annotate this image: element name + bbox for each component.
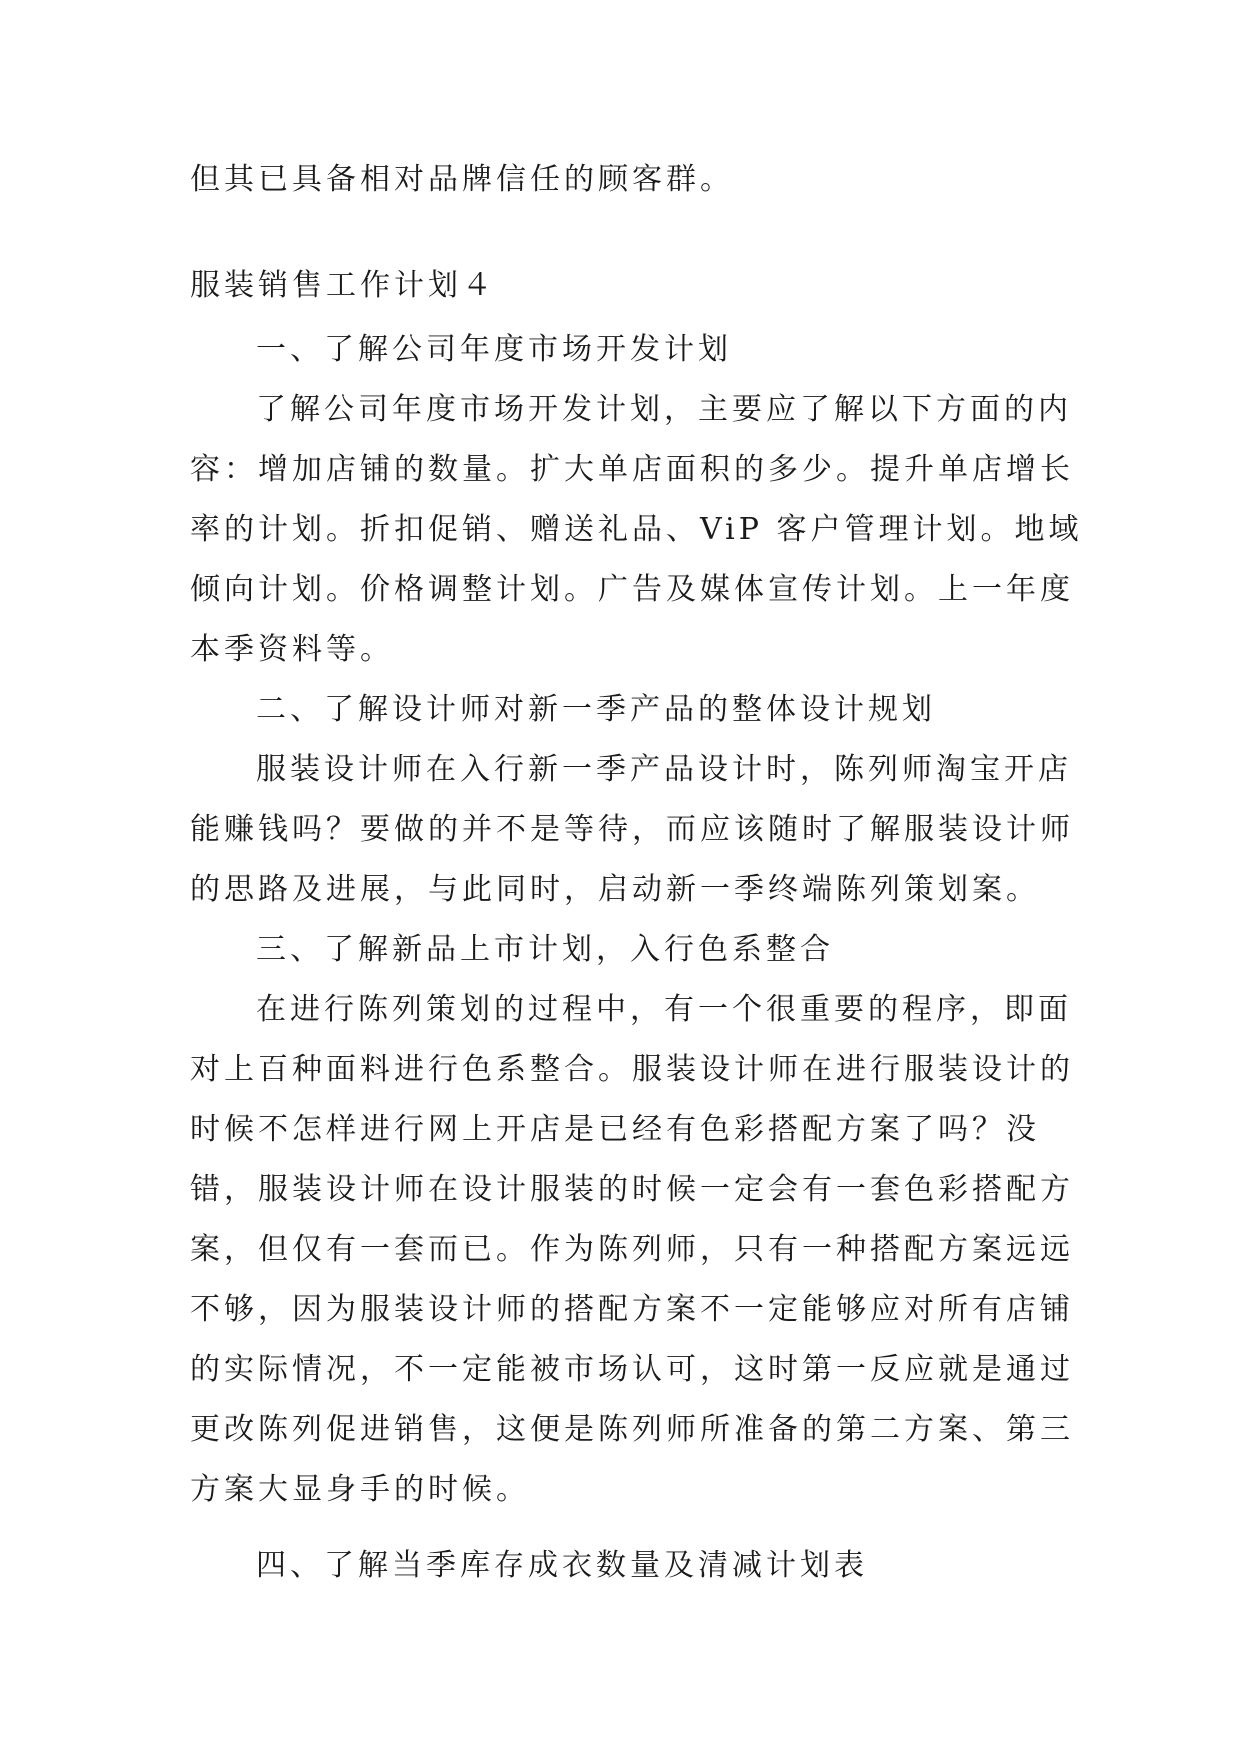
paragraph-line: 倾向计划。价格调整计划。广告及媒体宣传计划。上一年度	[190, 572, 1074, 607]
paragraph-line: 的实际情况，不一定能被市场认可，这时第一反应就是通过	[190, 1352, 1074, 1387]
section-paragraph-2	[190, 740, 1074, 920]
paragraph-line: 方案大显身手的时候。	[190, 1472, 530, 1507]
document-body	[190, 150, 1083, 1596]
section-heading-1: 一、了解公司年度市场开发计划	[256, 332, 732, 367]
paragraph-line: 容：增加店铺的数量。扩大单店面积的多少。提升单店增长	[190, 452, 1074, 487]
paragraph-line: 时候不怎样进行网上开店是已经有色彩搭配方案了吗？没	[190, 1112, 1040, 1147]
paragraph-line: 更改陈列促进销售，这便是陈列师所准备的第二方案、第三	[190, 1412, 1074, 1447]
paragraph-line: 错，服装设计师在设计服装的时候一定会有一套色彩搭配方	[190, 1172, 1074, 1207]
paragraph-line: 对上百种面料进行色系整合。服装设计师在进行服装设计的	[190, 1052, 1074, 1087]
section-heading-4: 四、了解当季库存成衣数量及清减计划表	[256, 1548, 868, 1583]
paragraph-line: 案，但仅有一套而已。作为陈列师，只有一种搭配方案远远	[190, 1232, 1074, 1267]
paragraph-line: 率的计划。折扣促销、赠送礼品、ViP 客户管理计划。地域	[190, 512, 1083, 547]
paragraph-line: 的思路及进展，与此同时，启动新一季终端陈列策划案。	[190, 872, 1040, 907]
paragraph-line: 在进行陈列策划的过程中，有一个很重要的程序，即面	[256, 992, 1072, 1027]
paragraph-line: 本季资料等。	[190, 632, 394, 667]
section-heading-3: 三、了解新品上市计划，入行色系整合	[256, 932, 834, 967]
paragraph-line: 不够，因为服装设计师的搭配方案不一定能够应对所有店铺	[190, 1292, 1074, 1327]
paragraph-line: 服装设计师在入行新一季产品设计时，陈列师淘宝开店	[256, 752, 1072, 787]
paragraph-line: 能赚钱吗？要做的并不是等待，而应该随时了解服装设计师	[190, 812, 1074, 847]
section-title: 服装销售工作计划４	[190, 268, 496, 303]
paragraph-line: 了解公司年度市场开发计划，主要应了解以下方面的内	[256, 392, 1072, 427]
section-heading-2: 二、了解设计师对新一季产品的整体设计规划	[256, 692, 936, 727]
section-paragraph-3	[190, 980, 1074, 1520]
intro-tail-text: 但其已具备相对品牌信任的顾客群。	[190, 162, 734, 197]
section-paragraph-1	[190, 380, 1083, 680]
